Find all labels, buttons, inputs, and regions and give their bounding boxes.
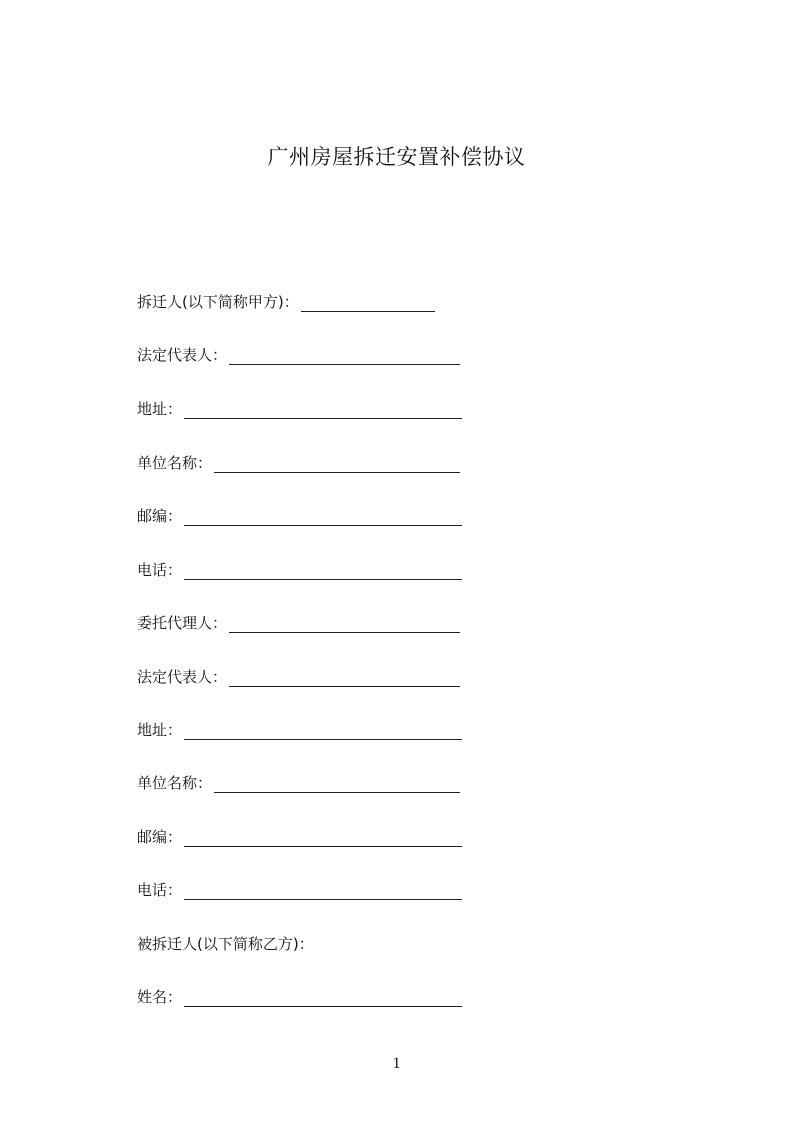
field-label: 地址： [137, 400, 183, 418]
field-label: 单位名称： [137, 454, 213, 472]
field-address-2 [137, 718, 462, 740]
field-demolisher [137, 290, 435, 312]
blank-line[interactable] [229, 347, 460, 365]
blank-line[interactable] [184, 722, 462, 740]
field-label: 邮编： [137, 828, 183, 846]
field-postcode-2 [137, 825, 462, 847]
blank-line[interactable] [184, 508, 462, 526]
field-organization-name [137, 451, 460, 473]
blank-line[interactable] [184, 562, 462, 580]
blank-line[interactable] [184, 829, 462, 847]
document-title: 广州房屋拆迁安置补偿协议 [267, 145, 526, 169]
field-label: 拆迁人(以下简称甲方)： [137, 293, 299, 311]
field-label: 地址： [137, 721, 183, 739]
field-phone-2 [137, 878, 462, 900]
field-label: 邮编： [137, 507, 183, 525]
field-label: 电话： [137, 881, 183, 899]
field-label: 单位名称： [137, 774, 213, 792]
field-label: 被拆迁人(以下简称乙方)： [137, 935, 314, 953]
field-address [137, 397, 462, 419]
blank-line[interactable] [301, 294, 435, 312]
blank-line[interactable] [229, 669, 460, 687]
blank-line[interactable] [184, 989, 462, 1007]
field-legal-representative [137, 343, 460, 365]
field-name [137, 985, 462, 1007]
field-label: 电话： [137, 561, 183, 579]
field-organization-name-2 [137, 771, 460, 793]
field-authorized-agent [137, 611, 460, 633]
field-postcode [137, 504, 462, 526]
blank-line[interactable] [214, 455, 460, 473]
field-label: 法定代表人： [137, 668, 228, 686]
field-label: 姓名： [137, 988, 183, 1006]
field-demolished-party [137, 932, 314, 954]
blank-line[interactable] [184, 882, 462, 900]
field-label: 法定代表人： [137, 346, 228, 364]
field-label: 委托代理人： [137, 614, 228, 632]
blank-line[interactable] [229, 615, 460, 633]
field-legal-representative-2 [137, 665, 460, 687]
field-phone [137, 558, 462, 580]
blank-line[interactable] [214, 775, 460, 793]
page-number: 1 [392, 1055, 401, 1072]
blank-line[interactable] [184, 401, 462, 419]
